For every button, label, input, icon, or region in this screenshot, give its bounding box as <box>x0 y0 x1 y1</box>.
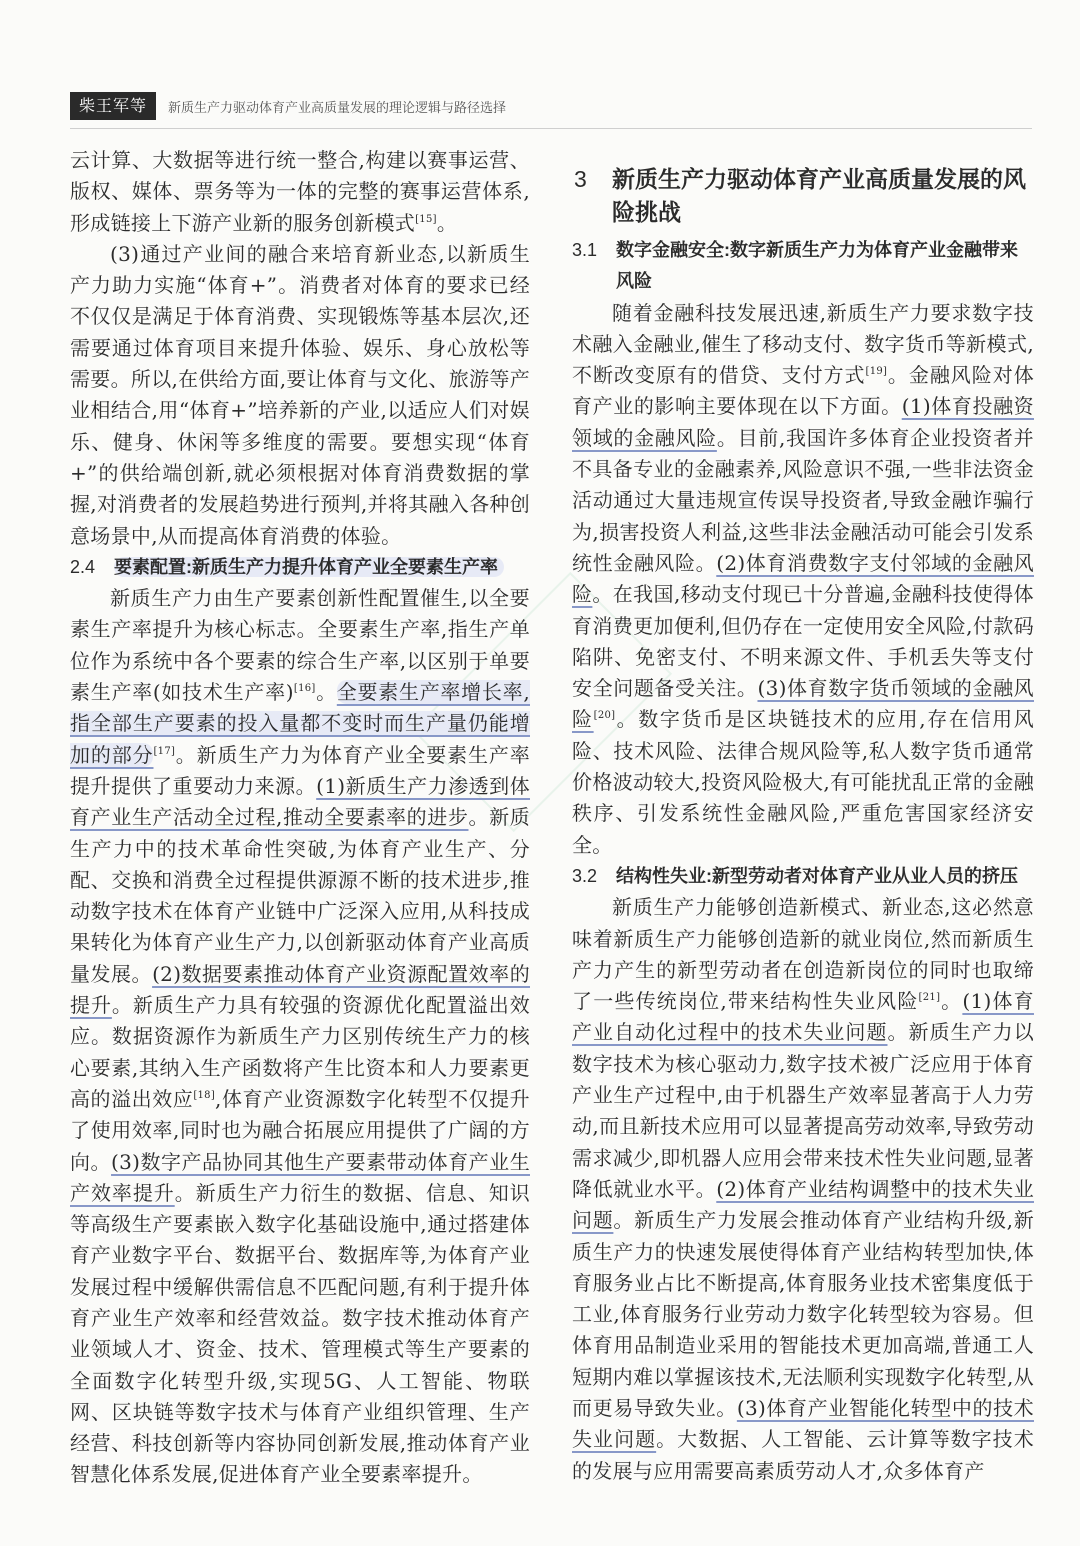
citation: [17] <box>153 745 176 757</box>
citation: [18] <box>193 1089 216 1101</box>
highlight: 全要素生产率增长率,指全部生产要素的投入量都不变时而生产量仍能增加的部分 <box>70 680 530 767</box>
citation: [21] <box>918 992 941 1004</box>
highlight: (1)体育产业自动化过程中的技术失业问题 <box>572 989 1034 1045</box>
paragraph-right-1: 随着金融科技发展迅速,新质生产力要求数字技术融入金融业,催生了移动支付、数字货币等新模式,不断改变原有的借贷、支付方式[19]。金融风险对体育产业的影响主要体现在以下方面。(1)体育投融资领域的金融风险。目前,我国许多体育企业投资者并不具备专业的金融素养,风险意识不强,一些非法资金活动通过大量违规宣传误导投资者,导致金融诈骗行为,损害投资人利益,这些非法金融活动可能会引发系统性金融风险。(2)体育消费数字支付邻域的金融风险。在我国,移动支付现已十分普遍,金融科技使得体育消费更加便利,但仍存在一定使用安全风险,付款码陷阱、免密支付、不明来源文件、手机丢失等支付安全问题备受关注。(3)体育数字货币领域的金融风险[20]。数字货币是区块链技术的应用,存在信用风险、技术风险、法律合规风险等,私人数字货币通常价格波动较大,投资风险极大,有可能扰乱正常的金融秩序、引发系统性金融风险,严重危害国家经济安全。 <box>572 300 1035 857</box>
section-heading-3-2: 3.2 结构性失业:新型劳动者对体育产业从业人员的挤压 <box>572 865 1018 886</box>
highlight: (2)数据要素推动体育产业资源配置效率的提升 <box>70 961 530 1018</box>
section-heading-3: 3 新质生产力驱动体育产业高质量发展的风险挑战 <box>574 166 1026 225</box>
highlight: (2)体育产业结构调整中的技术失业问题 <box>572 1176 1034 1233</box>
left-column <box>70 145 530 1491</box>
paragraph-left-1: 云计算、大数据等进行统一整合,构建以赛事运营、版权、媒体、票务等为一体的完整的赛事运营体系,形成链接上下游产业新的服务创新模式[15]。 <box>70 148 530 235</box>
paragraph-left-2: (3)通过产业间的融合来培育新业态,以新质生产力助力实施“体育+”。消费者对体育的要求已经不仅仅是满足于体育消费、实现锻炼等基本层次,还需要通过体育项目来提升体验、娱乐、身心放松等需要。所以,在供给方面,要让体育与文化、旅游等产业相结合,用“体育+”培养新的产业,以适应人们对娱乐、健身、休闲等多维度的需要。要想实现“体育+”的供给端创新,就必须根据对体育消费数据的掌握,对消费者的发展趋势进行预判,并将其融入各种创意场景中,从而提高体育消费的体验。 <box>70 241 530 548</box>
section-heading-2-4: 2.4 要素配置:新质生产力提升体育产业全要素生产率 <box>70 552 530 583</box>
citation: [19] <box>865 366 888 378</box>
highlight: (3)体育数字货币领域的金融风险 <box>572 676 1034 732</box>
citation: [16] <box>293 683 316 695</box>
paragraph-left-3: 新质生产力由生产要素创新性配置催生,以全要素生产率提升为核心标志。全要素生产率,指生产单位作为系统中各个要素的综合生产率,以区别于单要素生产率(如技术生产率)[16]。全要素生产率增长率,指全部生产要素的投入量都不变时而生产量仍能增加的部分[17]。新质生产力为体育产业全要素生产率提升提供了重要动力来源。(1)新质生产力渗透到体育产业生产活动全过程,推动全要素率的进步。新质生产力中的技术革命性突破,为体育产业生产、分配、交换和消费全过程提供源源不断的技术进步,推动数字技术在体育产业链中广泛深入应用,从科技成果转化为体育产业生产力,以创新驱动体育产业高质量发展。(2)数据要素推动体育产业资源配置效率的提升。新质生产力具有较强的资源优化配置溢出效应。数据资源作为新质生产力区别传统生产力的核心要素,其纳入生产函数将产生比资本和人力要素更高的溢出效应[18],体育产业资源数字化转型不仅提升了使用效率,同时也为融合拓展应用提供了广阔的方向。(3)数字产品协同其他生产要素带动体育产业生产效率提升。新质生产力衍生的数据、信息、知识等高级生产要素嵌入数字化基础设施中,通过搭建体育产业数字平台、数据平台、数据库等,为体育产业发展过程中缓解供需信息不匹配问题,有利于提升体育产业生产效率和经营效益。数字技术推动体育产业领域人才、资金、技术、管理模式等生产要素的全面数字化转型升级,实现5G、人工智能、物联网、区块链等数字技术与体育产业组织管理、生产经营、科技创新等内容协同创新发展,推动体育产业智慧化体系发展,促进体育产业全要素率提升。 <box>70 586 531 1487</box>
highlight: (1)新质生产力渗透到体育产业生产活动全过程,推动全要素率的进步 <box>70 773 530 830</box>
citation: [15] <box>415 213 437 225</box>
section-heading-3-1: 3.1 数字金融安全:数字新质生产力为体育产业金融带来风险 <box>572 240 1018 292</box>
header-divider <box>70 128 1032 129</box>
highlight: (2)体育消费数字支付邻域的金融风险 <box>572 550 1034 607</box>
highlight: (3)体育产业智能化转型中的技术失业问题 <box>572 1395 1034 1452</box>
citation: [20] <box>593 710 616 722</box>
author-label: 柴王军等 <box>70 92 156 120</box>
paragraph-right-2: 新质生产力能够创造新模式、新业态,这必然意味着新质生产力能够创造新的就业岗位,然而新质生产力产生的新型劳动者在创造新岗位的同时也取缔了一些传统岗位,带来结构性失业风险[21]。(1)体育产业自动化过程中的技术失业问题。新质生产力以数字技术为核心驱动力,数字技术被广泛应用于体育产业生产过程中,由于机器生产效率显著高于人力劳动,而且新技术应用可以显著提高劳动效率,导致劳动需求减少,即机器人应用会带来技术性失业问题,显著降低就业水平。(2)体育产业结构调整中的技术失业问题。新质生产力发展会推动体育产业结构升级,新质生产力的快速发展使得体育产业结构转型加快,体育服务业占比不断提高,体育服务业技术密集度低于工业,体育服务行业劳动力数字化转型较为容易。但体育用品制造业采用的智能技术更加高端,普通工人短期内难以掌握该技术,无法顺利实现数字化转型,从而更易导致失业。(3)体育产业智能化转型中的技术失业问题。大数据、人工智能、云计算等数字技术的发展与应用需要高素质劳动人才,众多体育产 <box>572 895 1034 1483</box>
right-column <box>572 145 1034 1487</box>
running-title: 新质生产力驱动体育产业高质量发展的理论逻辑与路径选择 <box>168 101 507 116</box>
highlight: (1)体育投融资领域的金融风险 <box>572 394 1034 450</box>
highlight: (3)数字产品协同其他生产要素带动体育产业生产效率提升 <box>70 1149 530 1205</box>
